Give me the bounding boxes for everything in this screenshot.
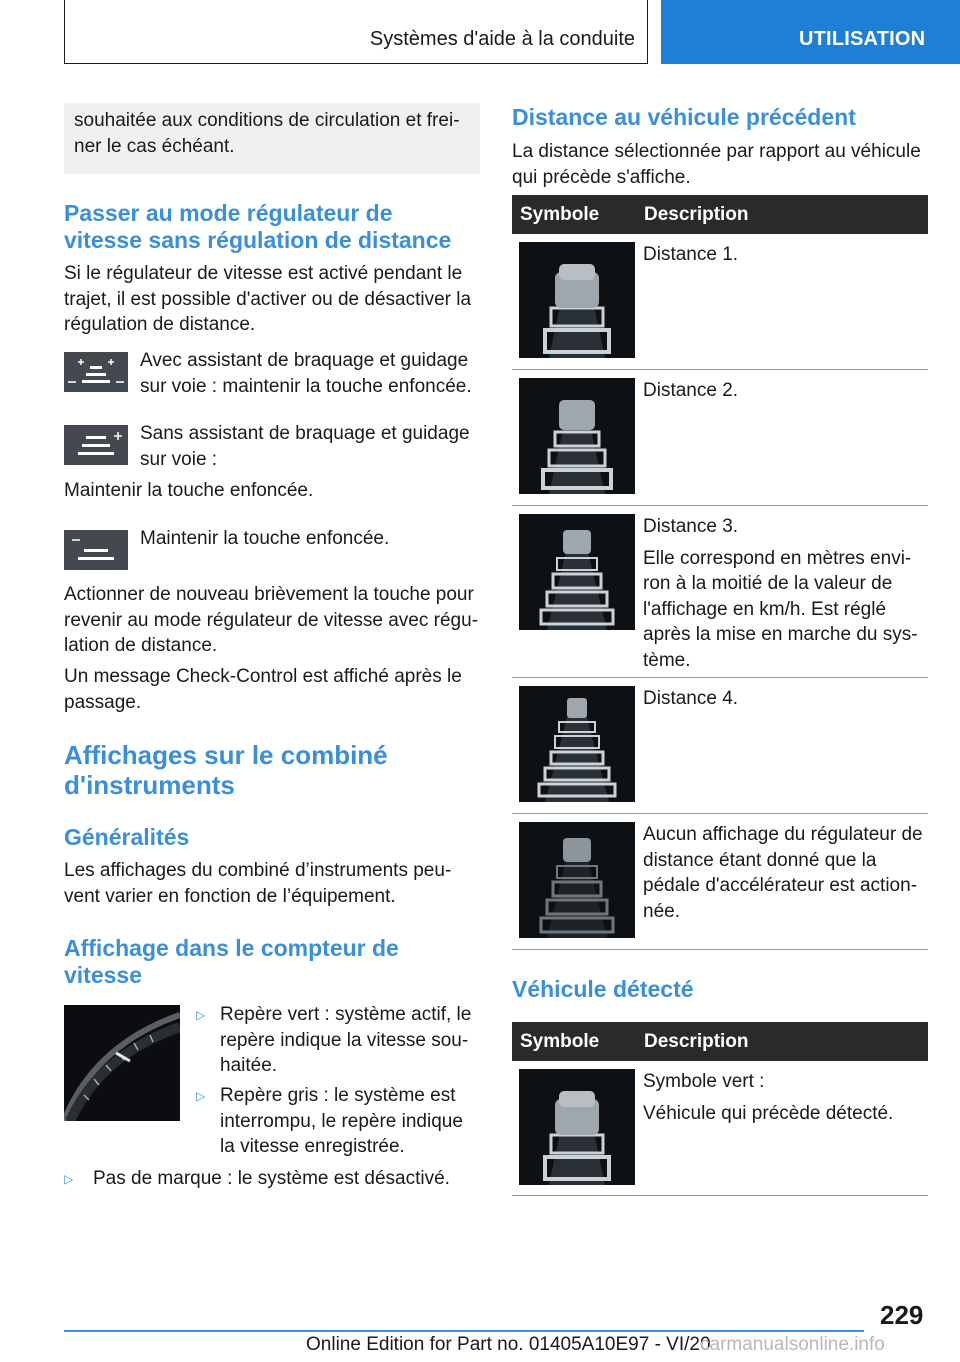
table-row-divider [512,1195,928,1196]
footer-rule [64,1330,864,1332]
bullet-text: Repère gris : le système est interrompu, le repère indique la vitesse enregistrée. [220,1085,463,1157]
triangle-bullet-icon: ▷ [64,1172,74,1186]
heading-switch-mode-line1: Passer au mode régulateur de [64,200,393,226]
footer-edition: Online Edition for Part no. 01405A10E97 - VI/20 [306,1334,711,1355]
button2-description: Sans assistant de braquage et guidage sur voie : [140,423,470,470]
distance-2-icon [519,378,635,494]
triangle-bullet-icon: ▷ [196,1089,206,1103]
detected-row-text: Symbole vert : [643,1071,765,1092]
paragraph-switch-mode: Si le régulateur de vitesse est activé pendant le trajet, il est possible d'activer ou de désactiver la régulation de distance. [64,263,472,335]
heading-speedometer-line1: Affichage dans le compteur de [64,935,399,961]
distance-plus-button-icon [64,425,128,465]
column-header-description: Description [644,1031,749,1052]
note-box [64,103,480,174]
distance-row-text: Elle correspond en mètres environ à la moitié de la valeur de l'affichage en km/h. Est réglé après la mise en marche du système. [643,547,918,671]
distance-inactive-icon [519,822,635,938]
heading-speedometer-line2: vitesse [64,962,143,988]
column-header-description: Description [644,204,749,225]
heading-displays-line1: Affichages sur le combiné [64,740,388,770]
heading-speedometer [64,935,480,989]
heading-general: Généralités [64,824,190,850]
distance-3-icon [519,514,635,630]
distance-row-text: Distance 3. [643,516,739,537]
footer-watermark: carmanualsonline.info [700,1334,885,1355]
column-header-symbol: Symbole [520,204,600,225]
bullet-item [64,1166,484,1192]
button3-description: Maintenir la touche enfoncée. [140,528,390,549]
table-row-divider [512,949,928,950]
bullet-text: Pas de marque : le système est désactivé. [93,1168,450,1189]
heading-displays-line2: d'instruments [64,770,235,800]
vehicle-detected-icon [519,1069,635,1185]
detected-row-text: Véhicule qui précède détecté. [643,1102,894,1124]
bullet-text: Repère vert : système actif, le repère indique la vitesse souhaitée. [220,1004,472,1076]
distance-row-text: Aucun affichage du régulateur de distance étant donné que la pédale d'accélérateur est actionnée. [643,824,923,922]
header-frame [64,0,648,64]
bullet-item [196,1083,480,1160]
distance-row-text: Distance 4. [643,688,739,709]
distance-row-description [643,514,925,673]
heading-displays [64,740,480,800]
triangle-bullet-icon: ▷ [196,1008,206,1022]
detected-table-header [512,1022,928,1061]
lane-distance-button-icon [64,352,128,392]
header-section-title: Systèmes d'aide à la conduite [369,28,635,50]
distance-table-header [512,195,928,234]
paragraph-press-again: Actionner de nouveau brièvement la touche pour revenir au mode régulateur de vitesse avec régulation de distance. [64,584,479,656]
button1-description: Avec assistant de braquage et guidage sur voie : maintenir la touche enfoncée. [140,350,472,397]
header-tab [661,0,960,64]
paragraph-hold-key: Maintenir la touche enfoncée. [64,480,314,501]
detected-row-description [643,1069,925,1126]
table-row-divider [512,369,928,370]
page-number: 229 [880,1300,924,1330]
speedometer-image [64,1005,180,1121]
column-header-symbol: Symbole [520,1031,600,1052]
heading-switch-mode [64,200,484,254]
paragraph-distance: La distance sélectionnée par rapport au véhicule qui précède s'affiche. [512,141,921,188]
paragraph-check-control: Un message Check-Control est affiché après le passage. [64,666,462,713]
distance-1-icon [519,242,635,358]
distance-row-text: Distance 1. [643,244,739,265]
note-text: souhaitée aux conditions de circulation et freiner le cas échéant. [74,110,460,157]
header-tab-label: UTILISATION [799,28,926,50]
heading-switch-mode-line2: vitesse sans régulation de distance [64,227,452,253]
paragraph-general: Les affichages du combiné d’instruments peuvent varier en fonction de l’équipement. [64,860,452,907]
distance-minus-button-icon [64,530,128,570]
distance-4-icon [519,686,635,802]
table-row-divider [512,813,928,814]
table-row-divider [512,677,928,678]
heading-vehicle-detected: Véhicule détecté [512,976,694,1002]
distance-row-text: Distance 2. [643,380,739,401]
heading-distance: Distance au véhicule précédent [512,104,856,130]
table-row-divider [512,505,928,506]
bullet-item [196,1002,480,1079]
